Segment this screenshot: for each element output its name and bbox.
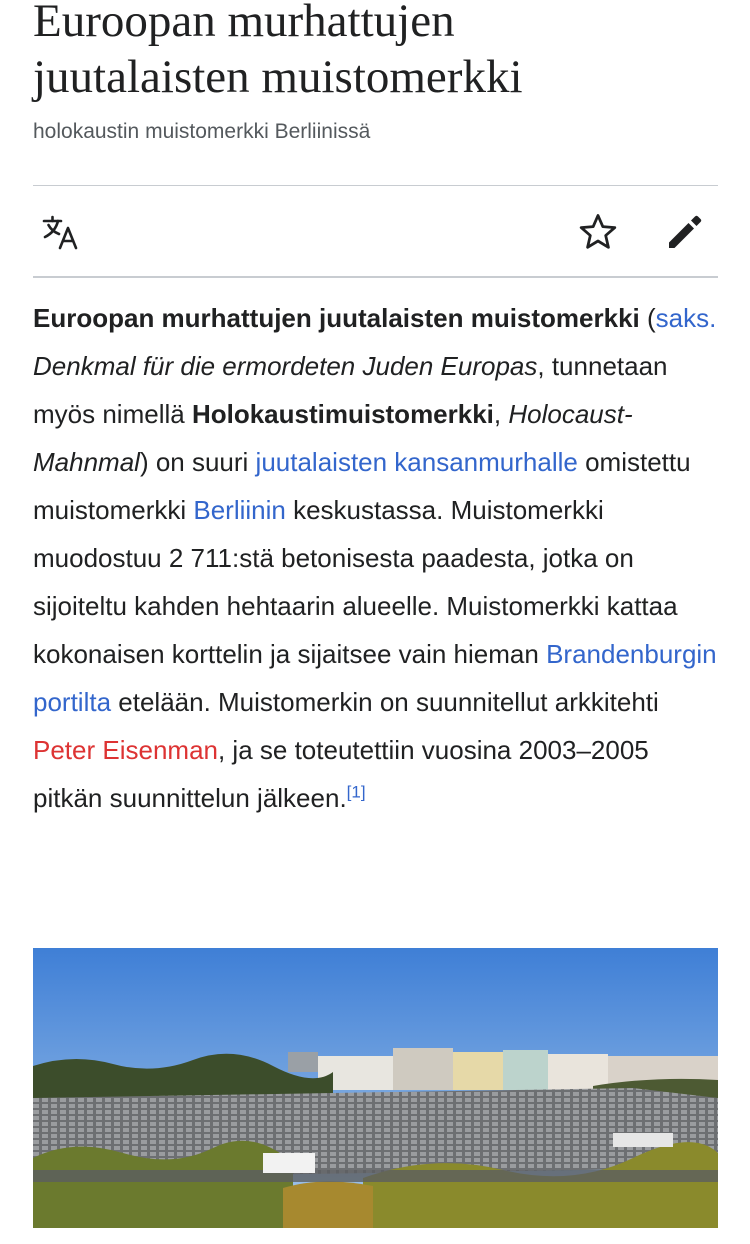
south-text: etelään. Muistomerkin on suunnitellut arkkitehti (111, 687, 659, 717)
lead-paragraph (33, 294, 723, 822)
link-german-language[interactable]: saks. (655, 303, 717, 333)
toolbar-divider-bottom (33, 276, 718, 278)
page-title (33, 0, 718, 105)
star-icon (578, 212, 618, 252)
link-brandenburg-gate[interactable]: Brandenburgin portilta (33, 639, 717, 717)
language-button[interactable] (41, 212, 81, 252)
alt-german-name: Holocaust-Mahnmal (33, 399, 633, 477)
memorial-photo-image (33, 948, 718, 1228)
title-line-2: juutalaisten muistomerkki (33, 51, 523, 103)
dedicated-text: omistettu muistomerkki (33, 447, 691, 525)
link-holocaust[interactable]: juutalaisten kansanmurhalle (255, 447, 578, 477)
redlink-peter-eisenman[interactable]: Peter Eisenman (33, 735, 218, 765)
close-text: ) on suuri (139, 447, 256, 477)
page-actions-toolbar (33, 186, 718, 276)
center-text: keskustassa. Muistomerkki muodostuu 2 711:stä betonisesta paadesta, jotka on sijoiteltu kahden hehtaarin alueelle. Muistomerkki kattaa kokonaisen korttelin ja sijaitsee vain hieman (33, 495, 678, 669)
german-name: Denkmal für die ermordeten Juden Europas (33, 351, 538, 381)
link-berlin[interactable]: Berliinin (193, 495, 286, 525)
article-name-bold: Euroopan murhattujen juutalaisten muistomerkki (33, 303, 640, 333)
memorial-photo[interactable] (33, 948, 718, 1228)
page-subtitle: holokaustin muistomerkki Berliinissä (33, 120, 371, 143)
reference-1[interactable]: [1] (346, 782, 366, 802)
also-known-text: , tunnetaan myös nimellä (33, 351, 668, 429)
built-text: , ja se toteutettiin vuosina 2003–2005 pitkän suunnittelun jälkeen. (33, 735, 649, 813)
watch-star-button[interactable] (578, 212, 618, 252)
alt-name-bold: Holokaustimuistomerkki (191, 399, 494, 429)
title-line-1: Euroopan murhattujen (33, 0, 455, 47)
comma-text: , (493, 399, 509, 429)
edit-button[interactable] (665, 212, 705, 252)
article (33, 0, 718, 813)
pencil-icon (665, 212, 705, 252)
translate-icon (41, 212, 81, 252)
paren-open-text: ( (639, 303, 656, 333)
